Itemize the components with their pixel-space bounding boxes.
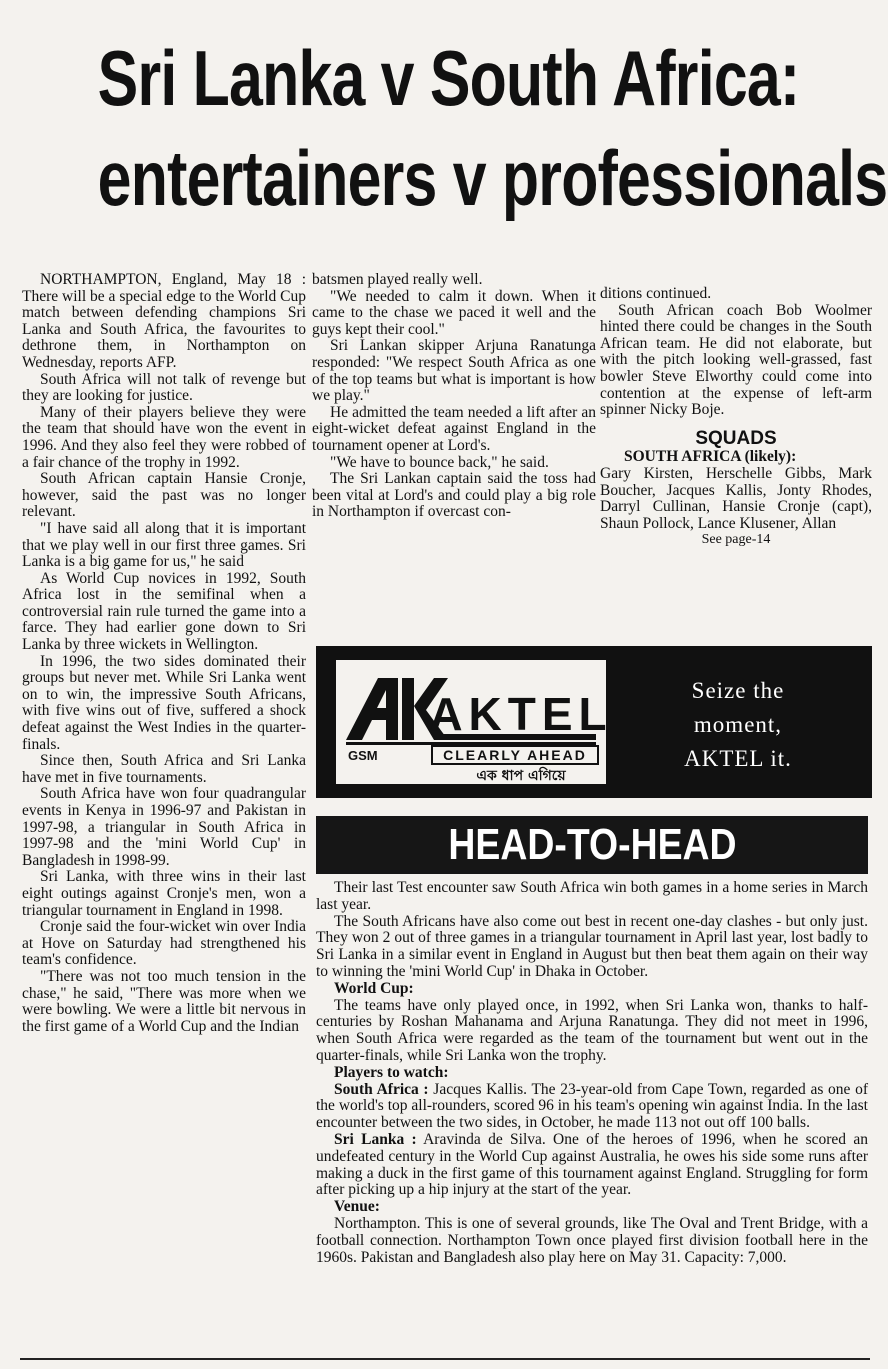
article-column-1 xyxy=(22,272,306,1035)
h2h-paragraph: The teams have only played once, in 1992, when Sri Lanka won, thanks to half-centuries by Roshan Mahanama and Arjuna Ranatunga. They did not meet in 1996, when South Africa were regarded as the team of the tournament but went out in the quarter-finals, while Sri Lanka won the trophy. xyxy=(316,996,868,1064)
h2h-paragraph: Their last Test encounter saw South Africa win both games in a home series in March last year. xyxy=(316,879,868,913)
article-paragraph: Sri Lanka, with three wins in their last eight outings against Cronje's men, won a triangular tournament in England in 1998. xyxy=(22,868,306,919)
article-paragraph: In 1996, the two sides dominated their groups but never met. While Sri Lanka went on to win, the impressive South Africans, with five wins out of five, suffered a shock defeat against the West Indies in the quarter-finals. xyxy=(22,652,306,753)
squads-heading: SQUADS xyxy=(695,427,777,449)
head-to-head-banner xyxy=(316,816,868,874)
ad-bengali-slogan: এক ধাপ এগিয়ে xyxy=(476,768,566,784)
article-paragraph: South African coach Bob Woolmer hinted there could be changes in the South African team. He did not elaborate, but with the pitch looking well-grassed, fast bowler Steve Elworthy could come into contention at the expense of left-arm spinner Nicky Boje. xyxy=(600,301,872,419)
ad-tagline-line: Seize the xyxy=(691,678,785,703)
article-paragraph: Sri Lankan skipper Arjuna Ranatunga responded: "We respect South Africa as one of the top teams but what is important is how we play." xyxy=(312,337,596,405)
bottom-rule xyxy=(20,1358,870,1360)
article-paragraph: He admitted the team needed a lift after an eight-wicket defeat against England in the tournament opener at Lord's. xyxy=(312,403,596,454)
article-paragraph: "We have to bounce back," he said. xyxy=(330,453,549,471)
south-africa-label: South Africa : xyxy=(334,1080,429,1098)
article-paragraph: South African captain Hansie Cronje, however, said the past was no longer relevant. xyxy=(22,470,306,521)
article-paragraph: Cronje said the four-wicket win over India at Hove on Saturday had strengthened his team's confidence. xyxy=(22,918,306,969)
aktel-logo xyxy=(336,660,606,784)
see-page-note: See page-14 xyxy=(701,532,771,548)
article-paragraph: "There was not too much tension in the chase," he said, "There was more when we were bowling. We were a little bit nervous in the first game of a World Cup and the Indian xyxy=(22,967,306,1035)
article-paragraph: South Africa will not talk of revenge but they are looking for justice. xyxy=(22,370,306,405)
sri-lanka-player-text: Aravinda de Silva. One of the heroes of 1996, when he scored an undefeated century in the World Cup against Australia, he owes his side some runs after making a duck in the first game of this tournament against England. Struggling for form after picking up a hip injury at the start of the year. xyxy=(316,1130,868,1199)
headline-line-2: entertainers v professionals xyxy=(97,134,888,222)
ad-tagline xyxy=(612,674,864,776)
headline xyxy=(97,28,888,228)
head-to-head-body xyxy=(316,880,868,1266)
squads-subheading: SOUTH AFRICA (likely): xyxy=(624,448,797,466)
aktel-logo-graphic xyxy=(336,660,606,784)
headline-line-1: Sri Lanka v South Africa: xyxy=(97,34,800,122)
south-africa-player-text: Jacques Kallis. The 23-year-old from Cape Town, regarded as one of the world's top all-rounders, scored 96 in his team's opening win against India. In the last encounter between the two sides, in October, he made 113 not out off 100 balls. xyxy=(316,1080,869,1132)
ad-brand-text: AKTEL xyxy=(429,688,606,740)
article-paragraph: "I have said all along that it is important that we play well in our first three games. Sri Lanka is a big game for us," he said xyxy=(22,519,306,571)
gsm-label: GSM xyxy=(348,748,378,763)
article-paragraph: batsmen played really well. xyxy=(312,271,483,288)
sri-lanka-player-note xyxy=(316,1132,868,1199)
article-paragraph: Since then, South Africa and Sri Lanka have met in five tournaments. xyxy=(22,752,306,786)
article-paragraph: As World Cup novices in 1992, South Africa lost in the semifinal when a controversial rain rule turned the game into a farce. They had earlier gone down to Sri Lanka by three wickets in Wellington. xyxy=(22,569,306,654)
article-paragraph: Many of their players believe they were the team that should have won the event in 1996. And they also feel they were robbed of a fair chance of the trophy in 1992. xyxy=(22,403,306,471)
h2h-paragraph: The South Africans have also come out best in recent one-day clashes - but only just. They won 2 out of three games in a triangular tournament in April last year, lost badly to Sri Lanka in a similar event in England in August but then beat them again on their way to winning the 'mini World Cup' in Dhaka in October. xyxy=(316,912,868,980)
ad-tagline-line: moment, xyxy=(693,712,783,737)
h2h-paragraph: Northampton. This is one of several grounds, like The Oval and Trent Bridge, with a football connection. Northampton Town once played first division football here in the 1960s. Pakistan and Bangladesh also play here on May 31. Capacity: 7,000. xyxy=(316,1214,868,1266)
ad-slogan: CLEARLY AHEAD xyxy=(443,747,587,763)
article-paragraph: The Sri Lankan captain said the toss had been vital at Lord's and could play a big role in Northampton if overcast con- xyxy=(312,470,596,521)
article-paragraph: ditions continued. xyxy=(600,285,712,302)
article-column-3 xyxy=(600,286,872,549)
venue-subheading: Venue: xyxy=(334,1198,380,1216)
article-column-2 xyxy=(312,272,596,521)
ad-tagline-line: AKTEL it. xyxy=(684,746,792,771)
aktel-advertisement xyxy=(316,646,872,798)
sri-lanka-label: Sri Lanka : xyxy=(334,1130,417,1148)
article-paragraph: NORTHAMPTON, England, May 18 : There will be a special edge to the World Cup match between defending champions Sri Lanka and South Africa, the favourites to dethrone them, in Northampton on Wednesday, reports AFP. xyxy=(22,271,306,371)
players-to-watch-subheading: Players to watch: xyxy=(334,1063,449,1081)
article-paragraph: South Africa have won four quadrangular events in Kenya in 1996-97 and Pakistan in 1997-98, a triangular in South Africa in 1997-98 and the 'mini World Cup' in Bangladesh in 1998-99. xyxy=(22,785,306,869)
world-cup-subheading: World Cup: xyxy=(334,979,414,997)
squads-list: Gary Kirsten, Herschelle Gibbs, Mark Boucher, Jacques Kallis, Jonty Rhodes, Darryl Cullinan, Hansie Cronje (capt), Shaun Pollock, Lance Klusener, Allan xyxy=(600,464,872,532)
head-to-head-title: HEAD-TO-HEAD xyxy=(447,820,737,869)
south-africa-player-note xyxy=(316,1082,868,1132)
article-paragraph: "We needed to calm it down. When it came to the chase we paced it well and the guys kept their cool." xyxy=(312,287,596,338)
